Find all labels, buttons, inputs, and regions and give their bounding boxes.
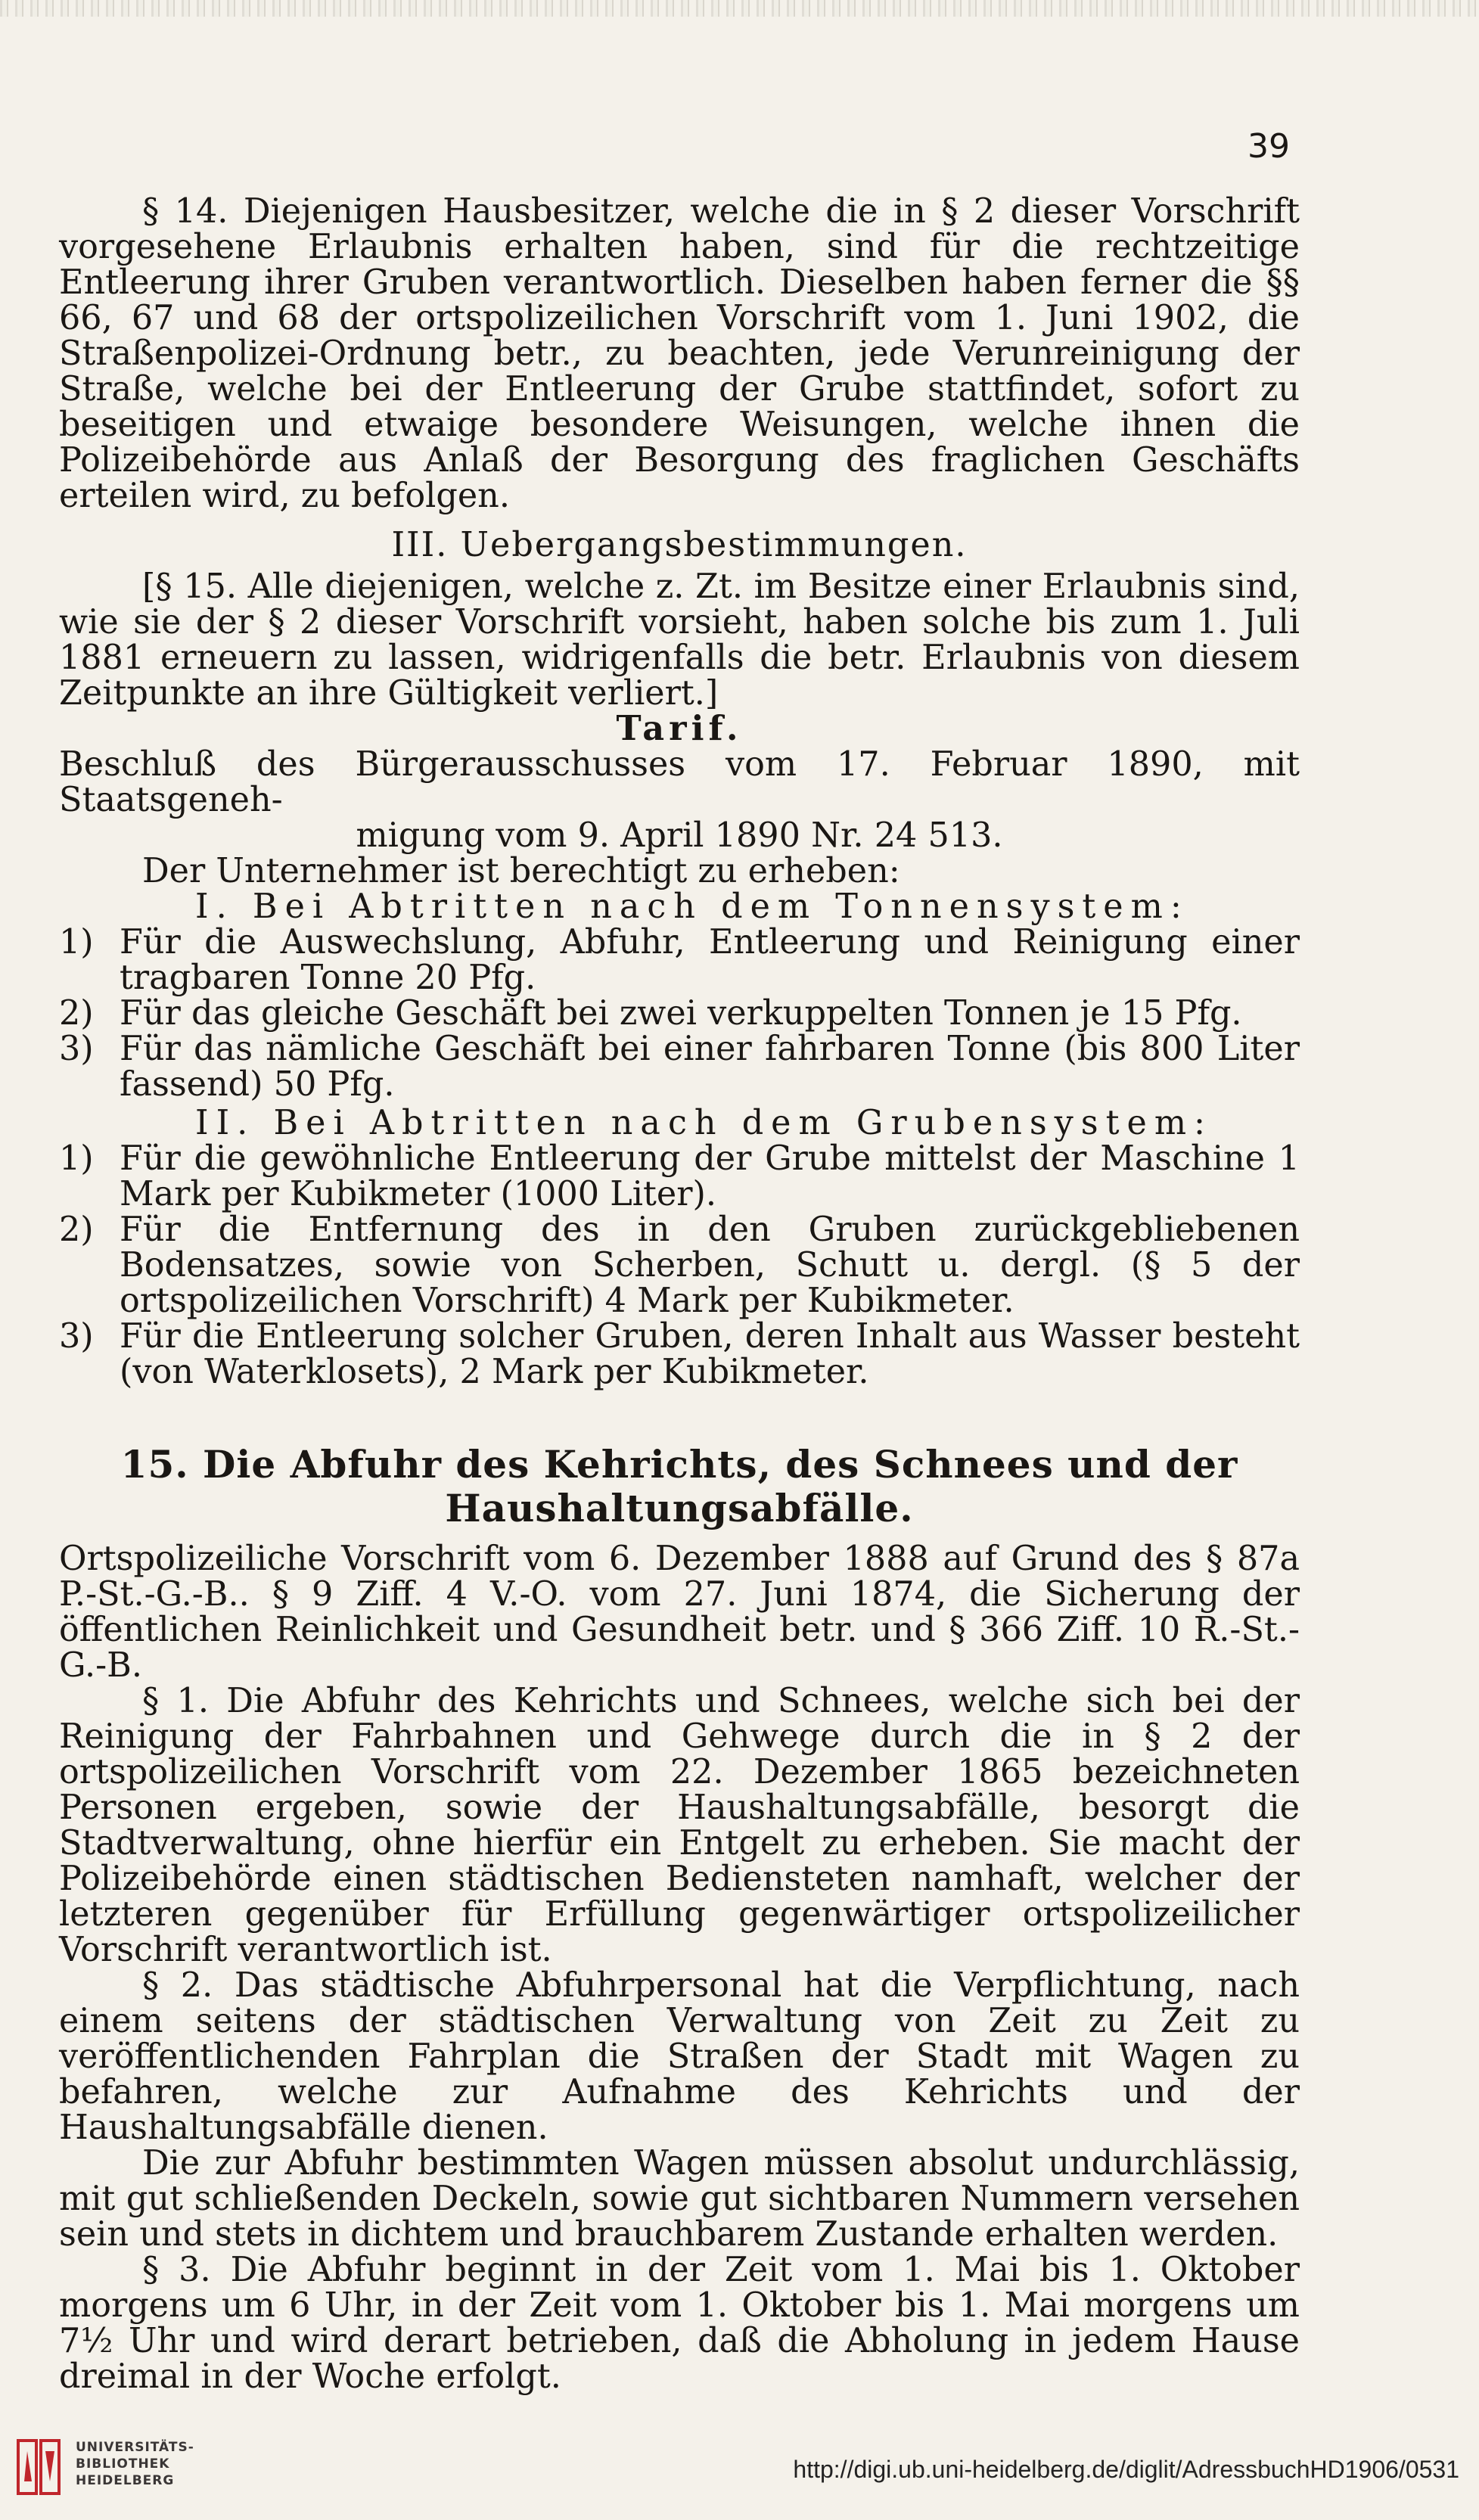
item-number: 2) [59,994,94,1033]
item-text: Für das gleiche Geschäft bei zwei verkuppelten Tonnen je 15 Pfg. [120,994,1242,1033]
item-number: 3) [59,1030,94,1068]
item-text: Für die gewöhnliche Entleerung der Grube mittelst der Maschine 1 Mark per Kubikmeter (1000 Liter). [120,1139,1300,1213]
logo-text-line1: UNIVERSITÄTS- [76,2440,194,2455]
list-item [59,996,1300,1031]
item-text: Für die Auswechslung, Abfuhr, Entleerung und Reinigung einer tragbaren Tonne 20 Pfg. [120,923,1300,997]
paragraph-c-s2b: Die zur Abfuhr bestimmten Wagen müssen absolut undurchlässig, mit gut schließenden Deckeln, sowie gut sichtbaren Nummern versehen sein und stets in dichtem und brauchbarem Zustande erhalten werden. [59,2144,1300,2254]
paragraph-c-s2: § 2. Das städtische Abfuhrpersonal hat die Verpflichtung, nach einem seitens der städtischen Verwaltung von Zeit zu Zeit zu veröffentlichenden Fahrplan die Straßen der Stadt mit Wagen zu befahren, welche zur Aufnahme des Kehrichts und der Haushaltungsabfälle dienen. [59,1966,1300,2147]
footer-url-link[interactable]: http://digi.ub.uni-heidelberg.de/diglit/AdressbuchHD1906/0531 [793,2456,1459,2483]
university-library-logo-icon [17,2436,62,2497]
item-text: Für das nämliche Geschäft bei einer fahrbaren Tonne (bis 800 Liter fassend) 50 Pfg. [120,1030,1300,1104]
chapter-heading [59,1443,1300,1530]
part1-list [59,924,1300,1102]
logo-text-line3: HEIDELBERG [76,2473,175,2488]
list-item [59,1141,1300,1212]
library-logo-text [76,2439,194,2489]
part2-heading: II. Bei Abtritten nach dem Grubensystem: [195,1104,1213,1142]
page-text [59,194,1300,2394]
part2-list [59,1141,1300,1390]
part1-heading: I. Bei Abtritten nach dem Tonnensystem: [195,887,1189,926]
chapter-heading-line2: Haushaltungsabfälle. [445,1486,914,1530]
tarif-decree-line2: migung vom 9. April 1890 Nr. 24 513. [356,816,1003,855]
tarif-intro: Der Unternehmer ist berechtigt zu erheben: [142,852,900,890]
chapter-intro: Ortspolizeiliche Vorschrift vom 6. Dezember 1888 auf Grund des § 87a P.-St.-G.-B.. § 9 Ziff. 4 V.-O. vom 27. Juni 1874, die Sicherung der öffentlichen Reinlichkeit und Gesundheit betr. und § 366 Ziff. 10 R.-St.-G.-B. [59,1540,1300,1685]
list-item [59,1319,1300,1390]
item-text: Für die Entfernung des in den Gruben zurückgebliebenen Bodensatzes, sowie von Scherben, Schutt u. dergl. (§ 5 der ortspolizeilichen Vorschrift) 4 Mark per Kubikmeter. [120,1210,1300,1320]
list-item [59,924,1300,996]
paragraph-c-s1: § 1. Die Abfuhr des Kehrichts und Schnees, welche sich bei der Reinigung der Fahrbahnen und Gehwege durch die in § 2 der ortspolizeilichen Vorschrift vom 22. Dezember 1865 bezeichneten Personen ergeben, sowie der Haushaltungsabfälle, besorgt die Stadtverwaltung, ohne hierfür ein Entgelt zu erheben. Sie macht der Polizeibehörde einen städtischen Bediensteten namhaft, welcher der letzteren gegenüber für Erfüllung gegenwärtiger ortspolizeilicher Vorschrift verantwortlich ist. [59,1682,1300,1969]
item-text: Für die Entleerung solcher Gruben, deren Inhalt aus Wasser besteht (von Waterklosets), 2 Mark per Kubikmeter. [120,1317,1300,1391]
chapter-heading-line1: 15. Die Abfuhr des Kehrichts, des Schnees und der [120,1442,1238,1487]
scan-edge [0,0,1479,17]
paragraph-s14: § 14. Diejenigen Hausbesitzer, welche die in § 2 dieser Vorschrift vorgesehene Erlaubnis erhalten haben, sind für die rechtzeitige Entleerung ihrer Gruben verantwortlich. Dieselben haben ferner die §§ 66, 67 und 68 der ortspolizeilichen Vorschrift vom 1. Juni 1902, die Straßenpolizei-Ordnung betr., zu beachten, jede Verunreinigung der Straße, welche bei der Entleerung der Grube stattfindet, sofort zu beseitigen und etwaige besondere Weisungen, welche ihnen die Polizeibehörde aus Anlaß der Besorgung des fraglichen Geschäfts erteilen wird, zu befolgen. [59,192,1300,515]
paragraph-s15: [§ 15. Alle diejenigen, welche z. Zt. im Besitze einer Erlaubnis sind, wie sie der § 2 dieser Vorschrift vorsieht, haben solche bis zum 1. Juli 1881 erneuern zu lassen, widrigenfalls die betr. Erlaubnis von diesem Zeitpunkte an ihre Gültigkeit verliert.] [59,567,1300,713]
item-number: 2) [59,1210,94,1249]
page-number: 39 [1248,127,1290,166]
paragraph-c-s3: § 3. Die Abfuhr beginnt in der Zeit vom 1. Mai bis 1. Oktober morgens um 6 Uhr, in der Zeit vom 1. Oktober bis 1. Mai morgens um 7½ Uhr und wird derart betrieben, daß die Abholung in jedem Hause dreimal in der Woche erfolgt. [59,2251,1300,2396]
list-item [59,1031,1300,1102]
item-number: 3) [59,1317,94,1356]
tarif-decree-line1: Beschluß des Bürgerausschusses vom 17. Februar 1890, mit Staatsgeneh- [59,745,1300,819]
tarif-title: Tarif. [616,709,743,748]
logo-text-line2: BIBLIOTHEK [76,2456,170,2472]
item-number: 1) [59,923,94,962]
section-heading-transitional: III. Uebergangsbestimmungen. [391,526,968,564]
item-number: 1) [59,1139,94,1178]
list-item [59,1212,1300,1319]
